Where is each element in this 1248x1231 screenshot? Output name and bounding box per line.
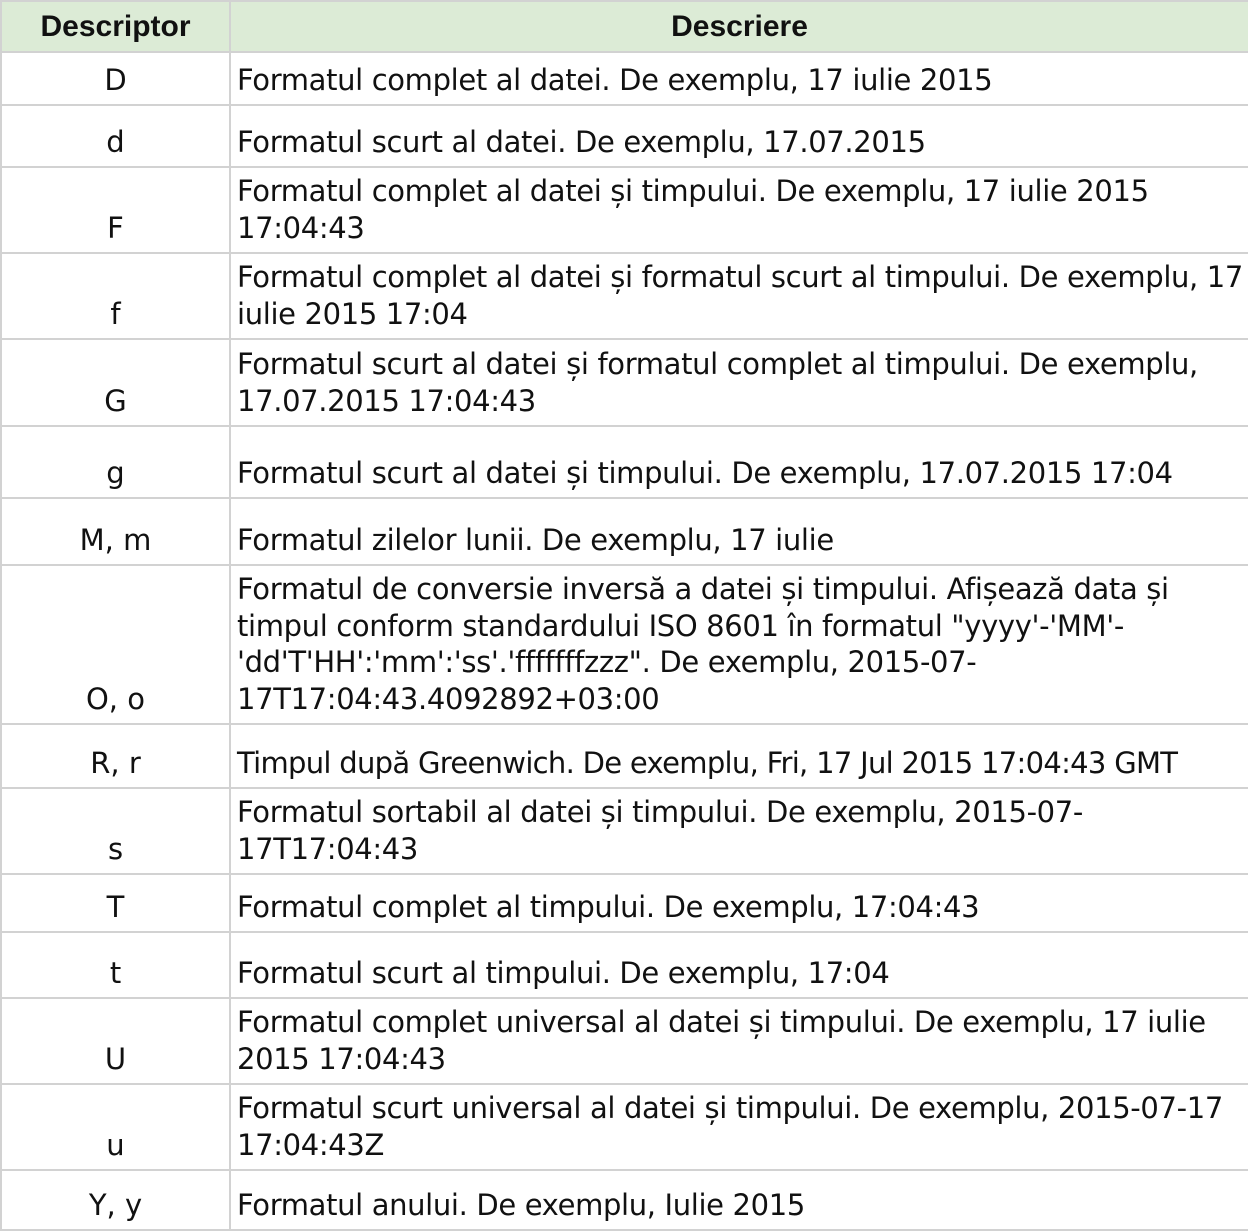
description-cell: Formatul scurt al timpului. De exemplu, 17:04: [230, 932, 1248, 998]
description-cell: Formatul scurt al datei. De exemplu, 17.07.2015: [230, 105, 1248, 167]
description-cell: Formatul scurt al datei și timpului. De exemplu, 17.07.2015 17:04: [230, 426, 1248, 498]
descriptor-cell: g: [1, 426, 230, 498]
description-cell: Timpul după Greenwich. De exemplu, Fri, 17 Jul 2015 17:04:43 GMT: [230, 724, 1248, 788]
table-row: [1, 498, 1248, 565]
descriptor-cell: s: [1, 788, 230, 874]
descriptor-cell: R, r: [1, 724, 230, 788]
description-cell: Formatul complet al datei și timpului. De exemplu, 17 iulie 2015 17:04:43: [230, 167, 1248, 253]
description-cell: Formatul complet al datei și formatul scurt al timpului. De exemplu, 17 iulie 2015 17:04: [230, 253, 1248, 339]
descriptor-cell: M, m: [1, 498, 230, 565]
descriptor-cell: D: [1, 52, 230, 105]
table-row: [1, 167, 1248, 253]
descriptor-cell: Y, y: [1, 1170, 230, 1230]
descriptor-cell: T: [1, 874, 230, 932]
description-cell: Formatul complet al datei. De exemplu, 17 iulie 2015: [230, 52, 1248, 105]
table-row: [1, 253, 1248, 339]
table-row: [1, 426, 1248, 498]
table-row: [1, 339, 1248, 426]
descriptor-cell: u: [1, 1084, 230, 1170]
table-header-row: [1, 1, 1248, 52]
description-cell: Formatul de conversie inversă a datei și timpului. Afișează data și timpul conform standardului ISO 8601 în formatul "yyyy'-'MM'-'dd'T'HH':'mm':'ss'.'fffffffzzz". De exemplu, 2015-07-17T17:04:43.4092892+03:00: [230, 565, 1248, 724]
table-row: [1, 998, 1248, 1084]
descriptor-cell: U: [1, 998, 230, 1084]
table-row: [1, 788, 1248, 874]
table-row: [1, 105, 1248, 167]
description-cell: Formatul anului. De exemplu, Iulie 2015: [230, 1170, 1248, 1230]
description-cell: Formatul zilelor lunii. De exemplu, 17 iulie: [230, 498, 1248, 565]
header-descriptor: Descriptor: [1, 1, 230, 52]
table-row: [1, 724, 1248, 788]
descriptor-cell: G: [1, 339, 230, 426]
descriptor-cell: t: [1, 932, 230, 998]
descriptor-cell: F: [1, 167, 230, 253]
table-row: [1, 565, 1248, 724]
header-descriere: Descriere: [230, 1, 1248, 52]
description-cell: Formatul scurt al datei și formatul complet al timpului. De exemplu, 17.07.2015 17:04:43: [230, 339, 1248, 426]
table-row: [1, 1084, 1248, 1170]
description-cell: Formatul complet universal al datei și timpului. De exemplu, 17 iulie 2015 17:04:43: [230, 998, 1248, 1084]
descriptor-cell: d: [1, 105, 230, 167]
table-row: [1, 52, 1248, 105]
table-row: [1, 932, 1248, 998]
description-cell: Formatul complet al timpului. De exemplu, 17:04:43: [230, 874, 1248, 932]
table-row: [1, 874, 1248, 932]
description-cell: Formatul sortabil al datei și timpului. De exemplu, 2015-07-17T17:04:43: [230, 788, 1248, 874]
description-cell: Formatul scurt universal al datei și timpului. De exemplu, 2015-07-17 17:04:43Z: [230, 1084, 1248, 1170]
descriptor-cell: f: [1, 253, 230, 339]
table-row: [1, 1170, 1248, 1230]
descriptor-cell: O, o: [1, 565, 230, 724]
